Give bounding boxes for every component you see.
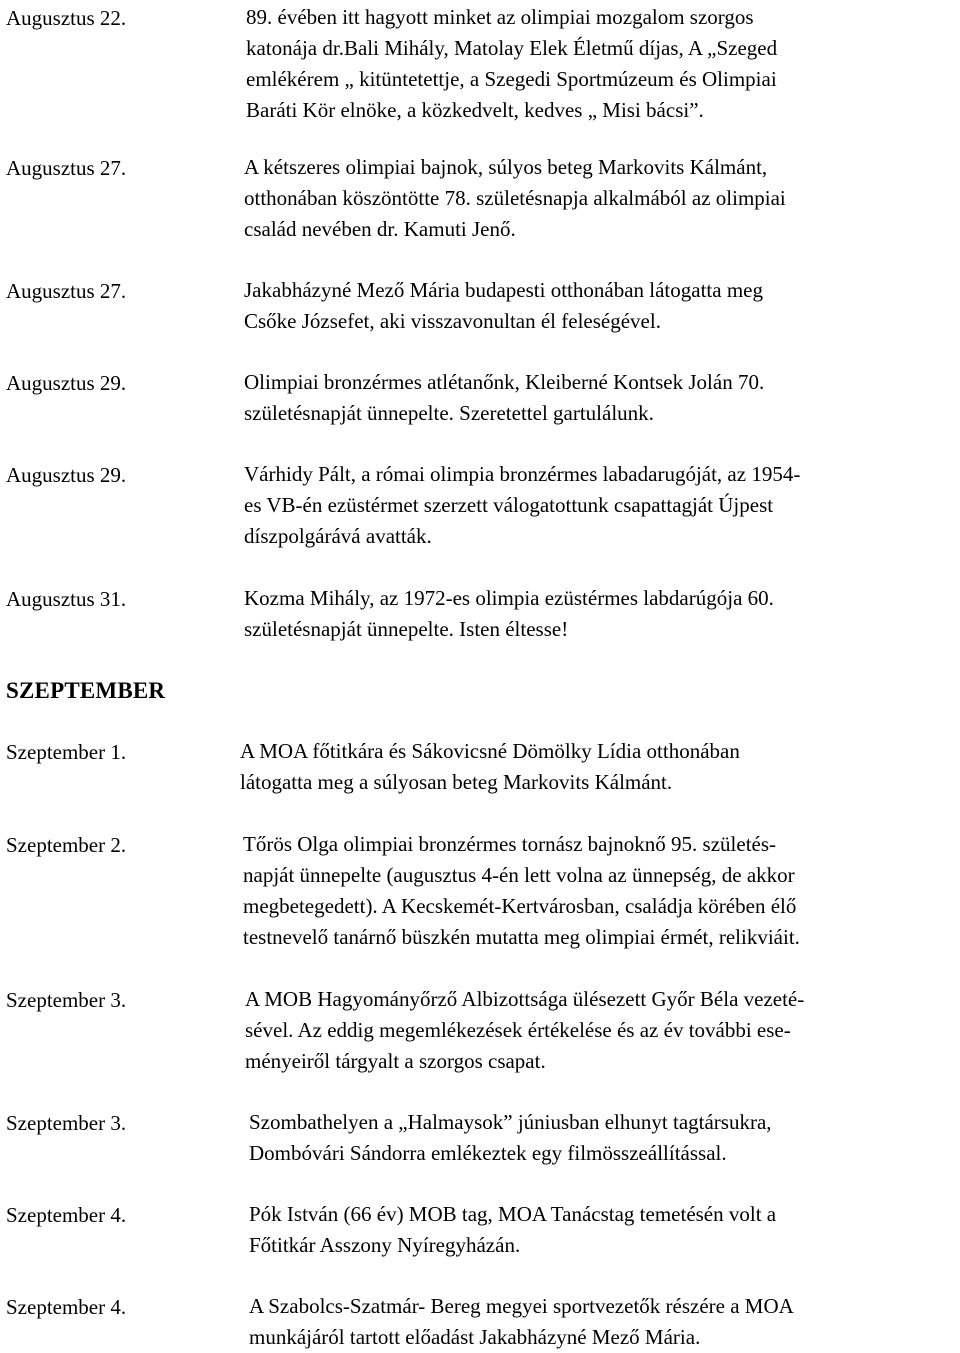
entry-text: [249, 1199, 776, 1261]
text-line: es VB-én ezüstérmet szerzett válogatottunk csapattagját Újpest: [244, 493, 774, 517]
text-line: Dombóvári Sándorra emlékeztek egy filmösszeállítással.: [249, 1141, 727, 1165]
text-line: díszpolgárává avatták.: [244, 524, 432, 548]
text-line: sével. Az eddig megemlékezések értékelése és az év további ese-: [245, 1018, 791, 1042]
entry-date: Augusztus 31.: [6, 587, 127, 611]
text-line: 89. évében itt hagyott minket az olimpiai mozgalom szorgos: [246, 5, 754, 29]
text-line: Csőke Józsefet, aki visszavonultan él feleségével.: [244, 309, 661, 333]
text-line: Főtitkár Asszony Nyíregyházán.: [249, 1233, 521, 1257]
entry-text: [246, 2, 777, 126]
entry-date: Augusztus 22.: [6, 6, 127, 30]
text-line: A kétszeres olimpiai bajnok, súlyos beteg Markovits Kálmánt,: [244, 155, 768, 179]
text-line: katonája dr.Bali Mihály, Matolay Elek Életmű díjas, A „Szeged: [246, 36, 778, 60]
text-line: Várhidy Pált, a római olimpia bronzérmes labadarugóját, az 1954-: [244, 462, 801, 486]
text-line: Jakabházyné Mező Mária budapesti otthonában látogatta meg: [244, 278, 763, 302]
text-line: látogatta meg a súlyosan beteg Markovits Kálmánt.: [240, 770, 673, 794]
entry-text: [249, 1291, 794, 1353]
entry-date: Augusztus 27.: [6, 156, 127, 180]
entry-text: [240, 736, 740, 798]
entry-date: Szeptember 4.: [6, 1203, 127, 1227]
text-line: otthonában köszöntötte 78. születésnapja alkalmából az olimpiai: [244, 186, 786, 210]
entry-text: [244, 367, 764, 429]
entry-text: [243, 829, 800, 953]
text-line: Pók István (66 év) MOB tag, MOA Tanácstag temetésén volt a: [249, 1202, 777, 1226]
text-line: A MOB Hagyományőrző Albizottsága ülésezett Győr Béla vezeté-: [245, 987, 805, 1011]
entry-text: [249, 1107, 772, 1169]
entry-date: Szeptember 1.: [6, 740, 127, 764]
entry-date: Augusztus 29.: [6, 463, 127, 487]
text-line: A Szabolcs-Szatmár- Bereg megyei sportvezetők részére a MOA: [249, 1294, 794, 1318]
text-line: emlékérem „ kitüntetettje, a Szegedi Sportmúzeum és Olimpiai: [246, 67, 777, 91]
text-line: testnevelő tanárnő büszkén mutatta meg olimpiai érmét, relikviáit.: [243, 925, 800, 949]
section-heading: SZEPTEMBER: [6, 678, 166, 703]
text-line: megbetegedett). A Kecskemét-Kertvárosban, családja körében élő: [243, 894, 797, 918]
entry-date: Szeptember 3.: [6, 1111, 127, 1135]
text-line: család nevében dr. Kamuti Jenő.: [244, 217, 516, 241]
text-line: születésnapját ünnepelte. Isten éltesse!: [244, 617, 569, 641]
text-line: Szombathelyen a „Halmaysok” júniusban elhunyt tagtársukra,: [249, 1110, 772, 1134]
text-line: Tőrös Olga olimpiai bronzérmes tornász bajnoknő 95. születés-: [243, 832, 777, 856]
entry-date: Szeptember 2.: [6, 833, 127, 857]
text-line: Olimpiai bronzérmes atlétanőnk, Kleiberné Kontsek Jolán 70.: [244, 370, 765, 394]
entry-text: [244, 152, 786, 245]
text-line: ményeiről tárgyalt a szorgos csapat.: [245, 1049, 546, 1073]
entry-text: [244, 275, 763, 337]
entry-date: Szeptember 3.: [6, 988, 127, 1012]
text-line: munkájáról tartott előadást Jakabházyné Mező Mária.: [249, 1325, 701, 1349]
text-line: Kozma Mihály, az 1972-es olimpia ezüstérmes labdarúgója 60.: [244, 586, 774, 610]
entry-text: [244, 583, 774, 645]
entry-date: Augusztus 27.: [6, 279, 127, 303]
text-line: napját ünnepelte (augusztus 4-én lett volna az ünnepség, de akkor: [243, 863, 795, 887]
entry-text: [245, 984, 804, 1077]
text-line: Baráti Kör elnöke, a közkedvelt, kedves „ Misi bácsi”.: [246, 98, 704, 122]
entry-date: Augusztus 29.: [6, 371, 127, 395]
entry-date: Szeptember 4.: [6, 1295, 127, 1319]
entry-text: [244, 459, 800, 552]
text-line: születésnapját ünnepelte. Szeretettel gartulálunk.: [244, 401, 654, 425]
text-line: A MOA főtitkára és Sákovicsné Dömölky Lídia otthonában: [240, 739, 740, 763]
